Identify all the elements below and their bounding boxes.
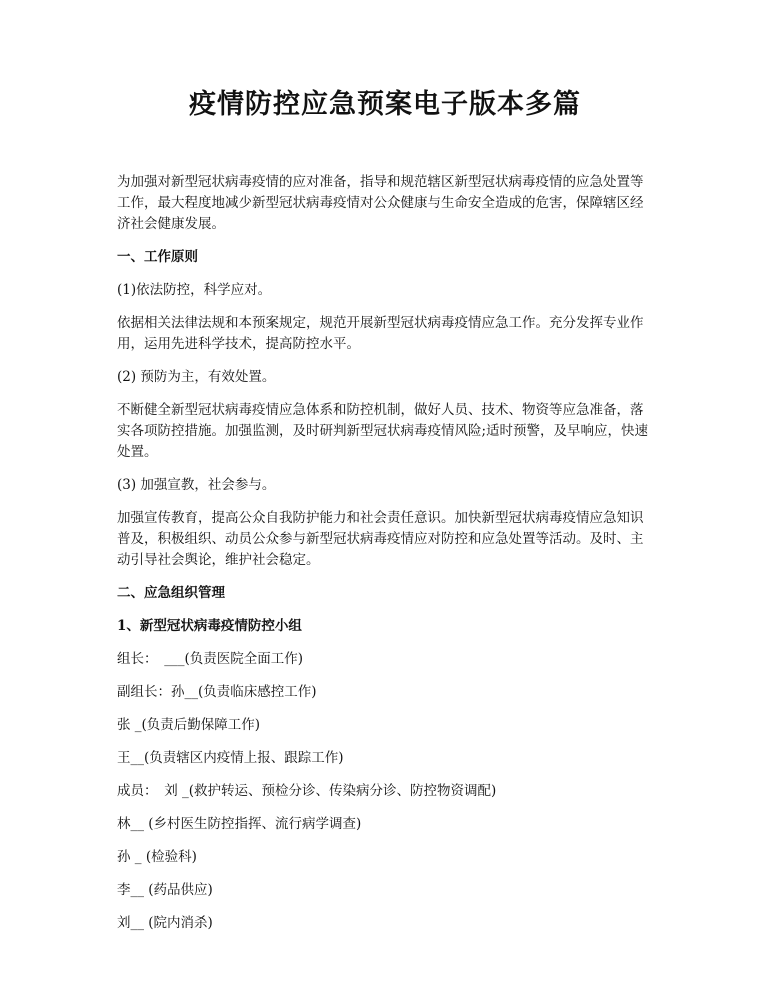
document-body	[117, 172, 655, 946]
section-heading: 二、应急组织管理	[117, 585, 225, 601]
paragraph: 加强宣传教育，提高公众自我防护能力和社会责任意识。加快新型冠状病毒疫情应急知识普及，积极组织、动员公众参与新型冠状病毒疫情应对防控和应急处置等活动。及时、主动引导社会舆论，维护社会稳定。	[117, 510, 644, 568]
paragraph: (1)依法防控，科学应对。	[117, 282, 272, 298]
list-item: 李__ (药品供应)	[117, 882, 213, 898]
subsection-heading: 1、新型冠状病毒疫情防控小组	[117, 618, 302, 634]
list-item: 孙 _ (检验科)	[117, 849, 197, 865]
list-item: 组长： ___(负责医院全面工作)	[117, 651, 304, 667]
paragraph: (2) 预防为主，有效处置。	[117, 369, 276, 385]
paragraph: (3) 加强宣教，社会参与。	[117, 477, 276, 493]
section-heading: 一、工作原则	[117, 249, 198, 265]
list-item: 刘__ (院内消杀)	[117, 915, 213, 931]
document-title: 疫情防控应急预案电子版本多篇	[189, 89, 581, 120]
list-item: 王__(负责辖区内疫情上报、跟踪工作)	[117, 750, 344, 766]
list-item: 成员： 刘 _(救护转运、预检分诊、传染病分诊、防控物资调配)	[117, 783, 497, 799]
paragraph: 依据相关法律法规和本预案规定，规范开展新型冠状病毒疫情应急工作。充分发挥专业作用，运用先进科学技术，提高防控水平。	[117, 315, 644, 352]
list-item: 林__ (乡村医生防控指挥、流行病学调查)	[117, 816, 362, 832]
paragraph: 为加强对新型冠状病毒疫情的应对准备，指导和规范辖区新型冠状病毒疫情的应急处置等工作，最大程度地减少新型冠状病毒疫情对公众健康与生命安全造成的危害，保障辖区经济社会健康发展。	[117, 174, 644, 232]
list-item: 副组长：孙__(负责临床感控工作)	[117, 684, 317, 700]
paragraph: 不断健全新型冠状病毒疫情应急体系和防控机制，做好人员、技术、物资等应急准备，落实各项防控措施。加强监测，及时研判新型冠状病毒疫情风险;适时预警，及早响应，快速处置。	[117, 402, 649, 460]
list-item: 张 _(负责后勤保障工作)	[117, 717, 261, 733]
